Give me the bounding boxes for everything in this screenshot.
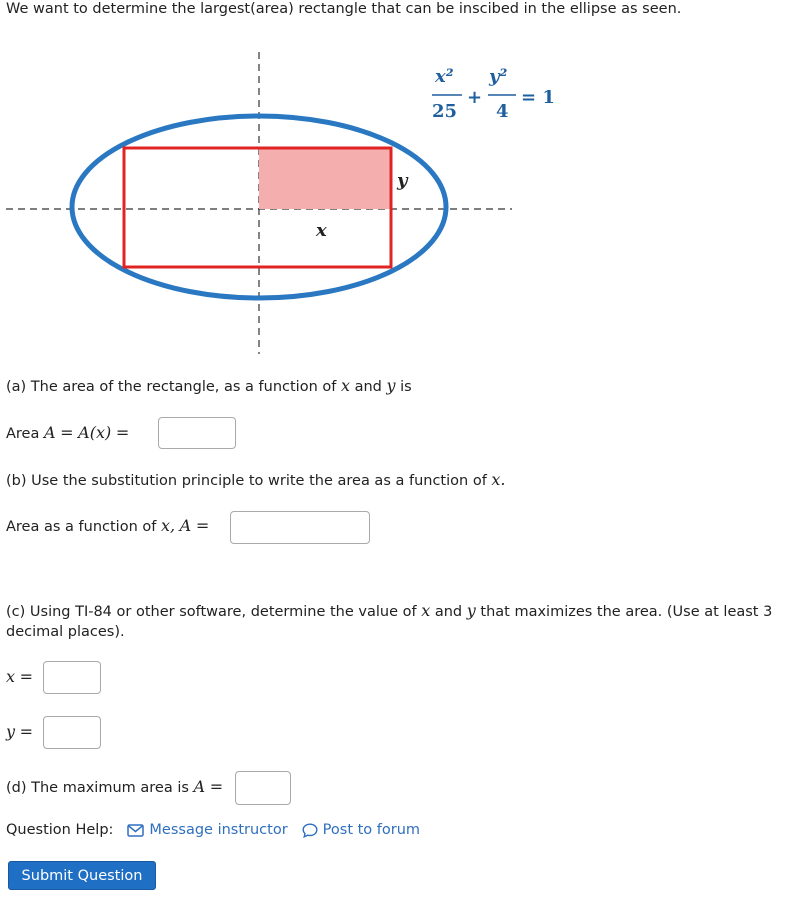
eq-equals: = 1 [521,87,555,108]
eq-x-num: x² [435,66,454,87]
part-b-var: x. [491,470,506,489]
part-d-max-area-input[interactable] [235,771,291,805]
ellipse-figure [0,0,796,360]
part-b-lhs: A [179,516,192,535]
part-d-text: (d) The maximum area is [6,780,189,796]
part-c-and: and [434,604,463,620]
part-c-var-y: y [466,601,476,620]
part-a-eq2: = [115,423,130,442]
part-a-eq1: = [60,423,74,442]
part-a-formula [6,423,129,442]
part-c-y-eq: = [19,722,34,741]
ellipse-equation [432,66,555,122]
eq-y-den: 4 [496,101,509,122]
part-d-question [6,777,223,796]
part-d-eq: = [209,777,224,796]
part-b-area-input[interactable] [230,511,370,544]
part-b-formula [6,516,209,535]
part-a-area-input[interactable] [158,417,236,449]
message-instructor-label[interactable]: Message instructor [149,822,288,838]
part-c-y-label: y [6,722,16,741]
part-b-label-var: x, [160,516,176,535]
part-b-eq: = [195,516,210,535]
part-c-x-label: x [6,667,16,686]
label-x: x [316,220,327,241]
part-d-lhs: A [193,777,206,796]
post-to-forum-label[interactable]: Post to forum [322,822,421,838]
part-c-text-2: that maximizes the area. (Use at least 3 [480,604,773,620]
part-c-text-1: (c) Using TI-84 or other software, determine the value of [6,604,417,620]
post-to-forum-link[interactable] [302,822,420,838]
message-instructor-link[interactable] [127,822,287,838]
part-a-is: is [400,379,412,395]
part-a-text: (a) The area of the rectangle, as a function of [6,379,337,395]
part-c-x-eq: = [19,667,34,686]
submit-question-button[interactable]: Submit Question [8,861,156,890]
part-c-y-row [6,722,33,741]
part-a-mid: A(x) [78,423,112,442]
label-y: y [397,170,408,191]
part-c-y-input[interactable] [43,716,101,749]
part-a-var-x: x [340,376,350,395]
eq-plus: + [467,87,483,108]
eq-x-den: 25 [432,101,458,122]
eq-y-num: y² [489,66,508,87]
part-c-var-x: x [421,601,431,620]
part-a-question [6,376,412,395]
part-a-label: Area [6,426,40,442]
part-a-var-y: y [386,376,396,395]
shaded-quadrant [259,148,391,209]
part-b-label: Area as a function of [6,519,157,535]
part-a-lhs: A [43,423,56,442]
speech-bubble-icon [302,823,318,838]
part-c-x-row [6,667,33,686]
intro-text: We want to determine the largest(area) rectangle that can be inscibed in the ellipse as seen. [6,1,682,17]
question-help [6,822,420,838]
part-c-question [6,601,786,642]
part-a-and: and [354,379,382,395]
question-help-label: Question Help: [6,822,114,838]
part-b-text: (b) Use the substitution principle to write the area as a function of [6,473,487,489]
part-c-text-3: decimal places). [6,624,125,640]
part-b-question [6,470,506,489]
envelope-icon [127,824,144,837]
part-c-x-input[interactable] [43,661,101,694]
